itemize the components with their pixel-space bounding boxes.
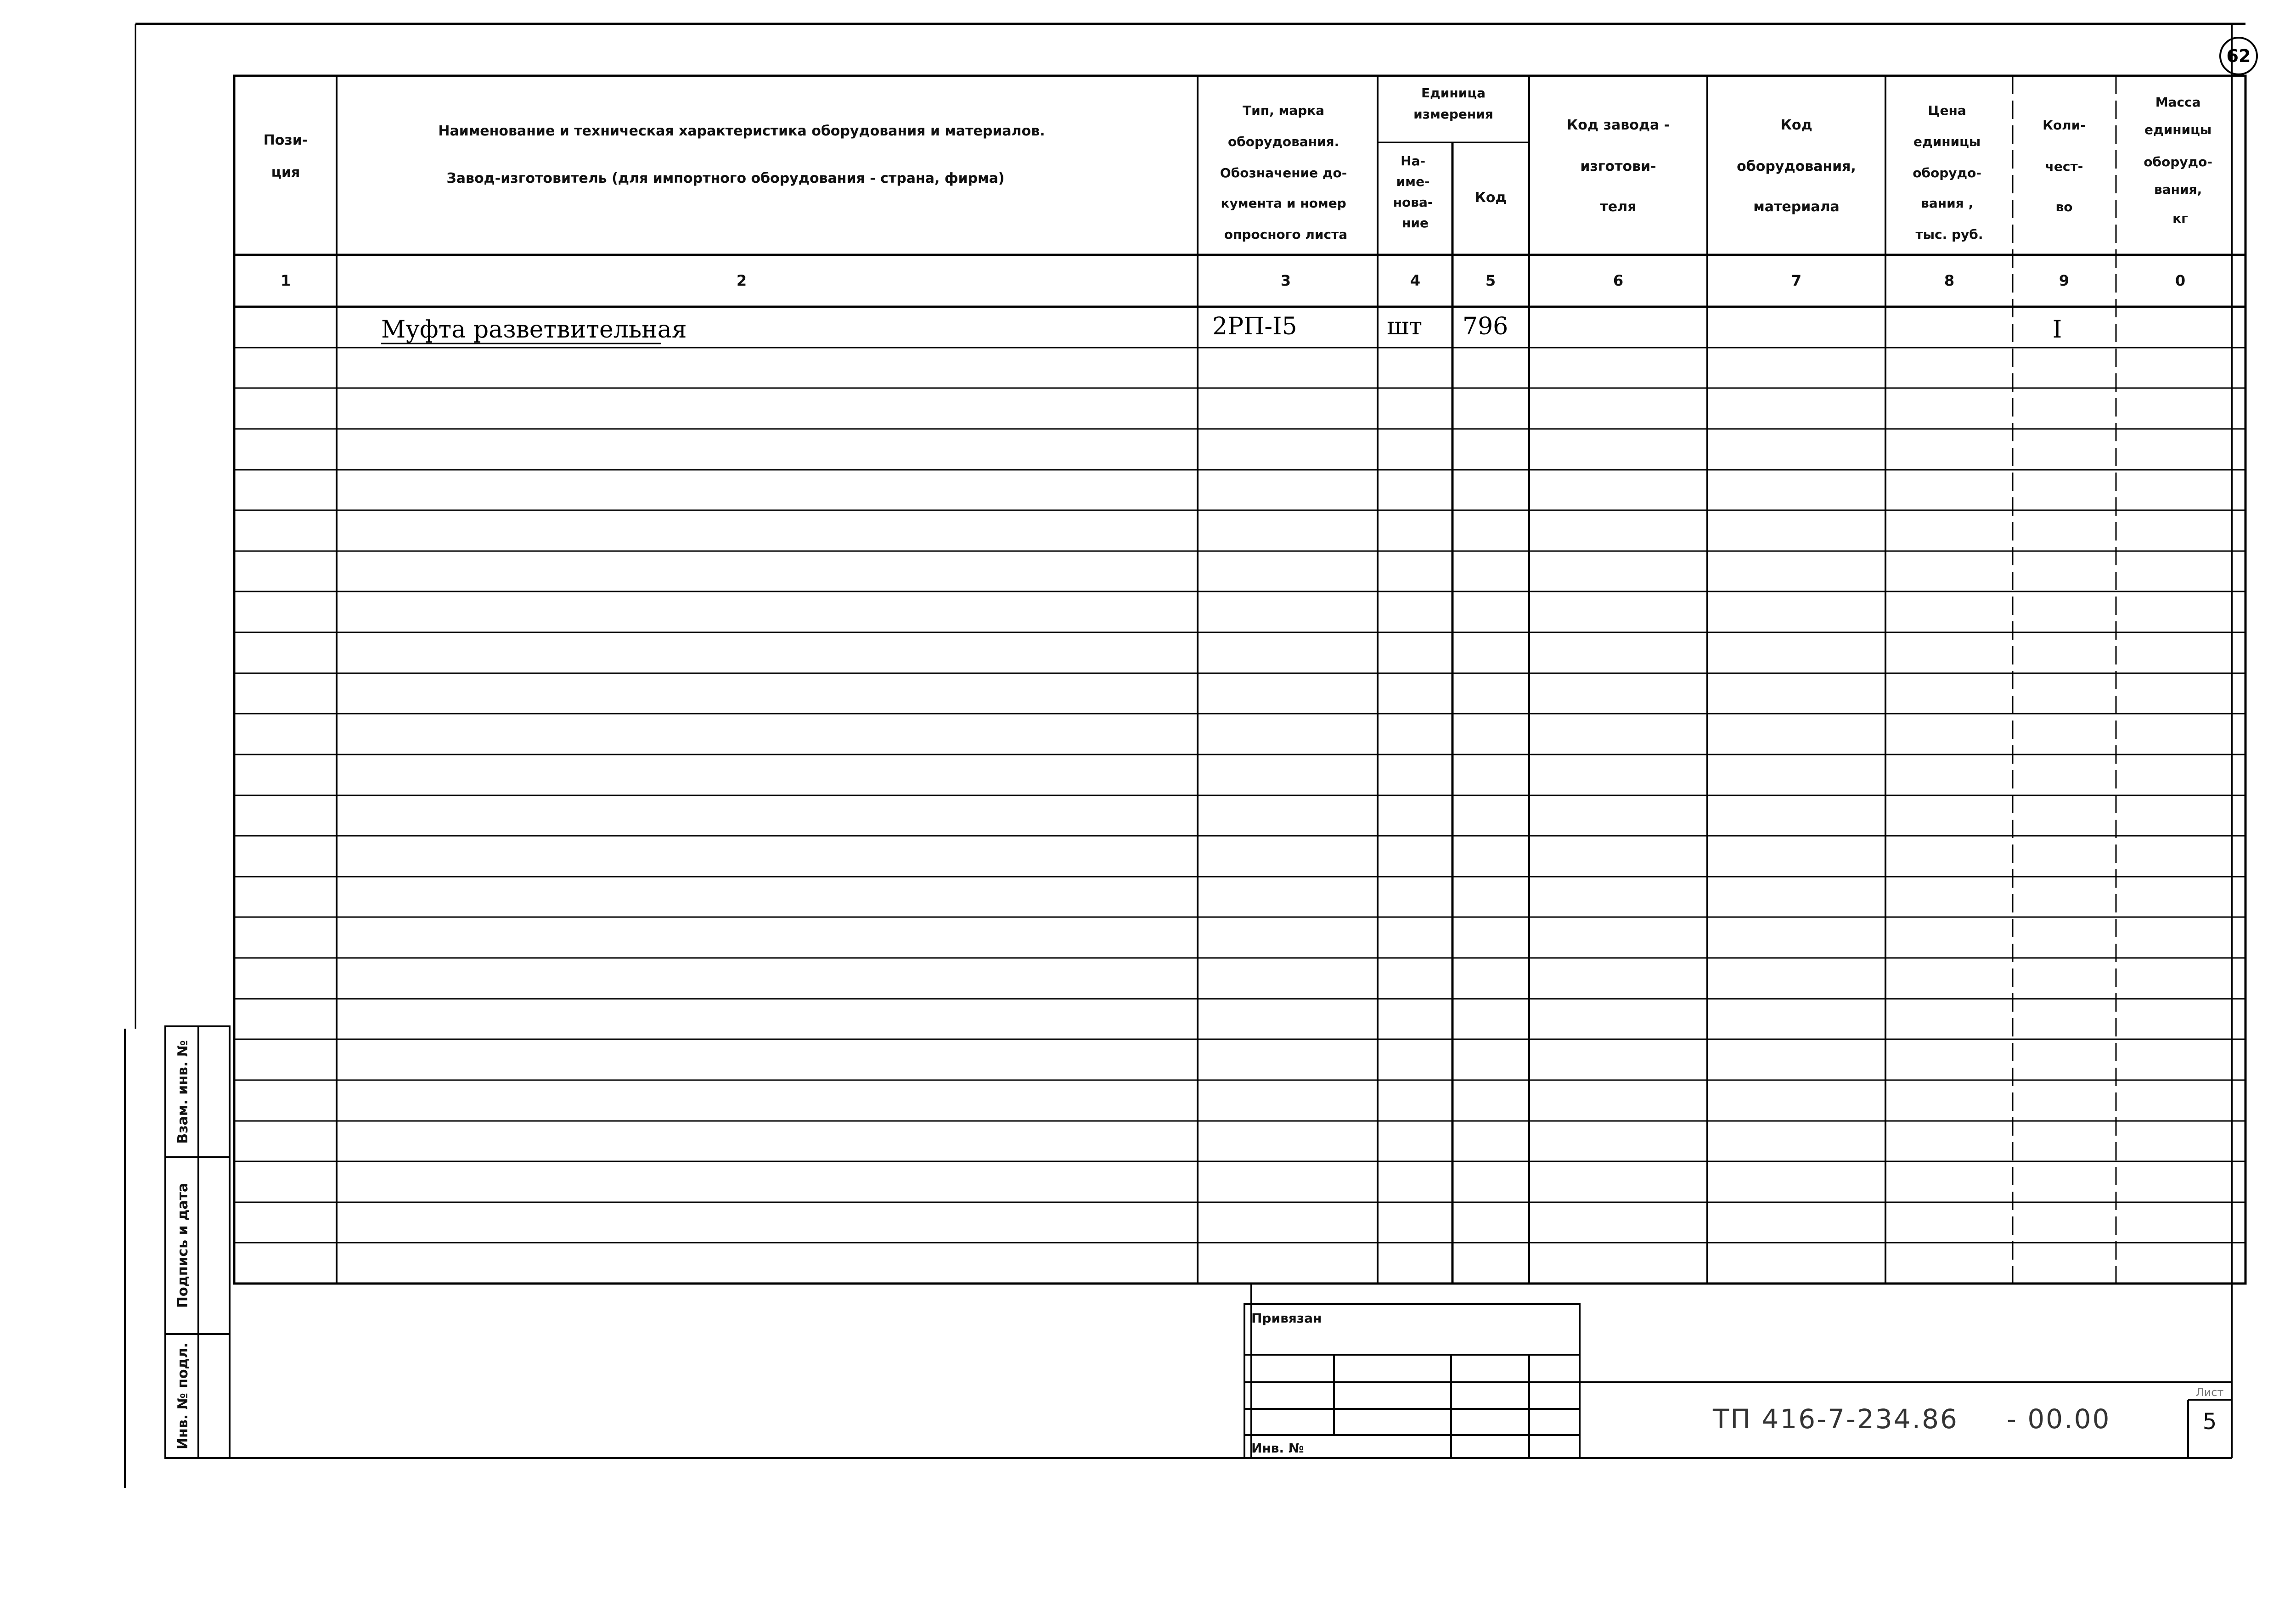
hdr-qty-1: Коли- — [2043, 118, 2086, 133]
hdr-mass-4: вания, — [2154, 182, 2202, 197]
hdr-type-1: Тип, марка — [1243, 103, 1325, 118]
table-header — [264, 85, 2217, 242]
svg-text:Цена единицы обору — [1913, 103, 1986, 242]
sheet-mark: 62 — [2226, 46, 2251, 66]
hdr-mass-3: оборудо- — [2144, 154, 2213, 169]
row-unit-name: шт — [1387, 313, 1423, 340]
svg-text:Кодоборудования,материала — [1737, 117, 1856, 215]
hdr-price-4: вания , — [1921, 196, 1974, 211]
hdr-equip-3: материала — [1753, 199, 1840, 215]
colnum-2: 2 — [736, 272, 747, 289]
row-type: 2РП-I5 — [1212, 313, 1297, 340]
colnum-4: 4 — [1410, 272, 1421, 289]
colnum-6: 6 — [1613, 272, 1624, 289]
hdr-mass-2: единицы — [2144, 122, 2212, 137]
hdr-type-3: Обозначение до- — [1220, 165, 1347, 180]
hdr-pos-2: ция — [271, 164, 300, 180]
document-suffix: - 00.00 — [2007, 1403, 2111, 1435]
hdr-pos-1: Пози- — [263, 132, 308, 148]
hdr-type-4: кумента и номер — [1221, 196, 1346, 211]
row-unit-code: 796 — [1463, 313, 1508, 340]
sheet-label: Лист — [2195, 1386, 2224, 1399]
svg-text:Наименование и техническая хар — [438, 123, 1045, 186]
hdr-equip-2: оборудования, — [1737, 158, 1856, 175]
hdr-maker-2: изготови- — [1580, 158, 1656, 175]
svg-text:На- име- нова- — [1393, 153, 1438, 231]
table-row-lines — [234, 348, 2245, 1243]
hdr-qty-2: чест- — [2045, 159, 2083, 174]
svg-text:Единицаизмерения — [1413, 85, 1493, 122]
hdr-price-2: единицы — [1913, 134, 1981, 149]
hdr-uname-2: име- — [1396, 174, 1430, 189]
hdr-maker-3: теля — [1600, 199, 1637, 215]
side-label-inv: Инв. № подл. — [175, 1342, 191, 1450]
stamp-inv-no: Инв. № — [1251, 1441, 1304, 1456]
hdr-price-5: тыс. руб. — [1915, 227, 1983, 242]
hdr-mass-1: Масса — [2155, 95, 2201, 110]
hdr-maker-1: Код завода - — [1566, 117, 1670, 133]
colnum-5: 5 — [1485, 272, 1496, 289]
column-numbers — [281, 272, 2185, 289]
hdr-qty-3: во — [2055, 199, 2073, 214]
document-code: ТП 416-7-234.86 — [1713, 1403, 1958, 1435]
colnum-10: 0 — [2175, 272, 2186, 289]
hdr-unit-1: Единица — [1421, 85, 1486, 101]
row-name: Муфта разветвительная — [381, 316, 687, 343]
hdr-price-3: оборудо- — [1913, 165, 1982, 180]
hdr-price-1: Цена — [1928, 103, 1966, 118]
hdr-uname-4: ние — [1402, 215, 1429, 231]
side-label-vzam: Взам. инв. № — [175, 1040, 191, 1144]
hdr-name-1: Наименование и техническая характеристика оборудования и материалов. — [438, 123, 1045, 139]
hdr-uname-1: На- — [1401, 153, 1426, 169]
svg-text:Пози-ция — [264, 132, 308, 180]
hdr-uname-3: нова- — [1393, 195, 1433, 210]
hdr-equip-1: Код — [1780, 117, 1812, 133]
svg-text:Тип, марка оборудов — [1220, 103, 1351, 242]
hdr-unit-2: измерения — [1413, 107, 1493, 122]
stamp-privyazan: Привязан — [1251, 1311, 1322, 1326]
table-row — [381, 313, 2062, 343]
colnum-1: 1 — [280, 272, 291, 289]
side-label-podpis: Подпись и дата — [175, 1182, 191, 1308]
colnum-3: 3 — [1280, 272, 1291, 289]
svg-text:Коли-чест-во — [2043, 118, 2086, 214]
hdr-type-2: оборудования. — [1227, 134, 1339, 149]
sheet-number: 5 — [2202, 1409, 2217, 1435]
hdr-mass-5: кг — [2172, 211, 2188, 226]
hdr-ucode: Код — [1474, 190, 1507, 206]
colnum-7: 7 — [1791, 272, 1802, 289]
hdr-name-2: Завод-изготовитель (для импортного оборудования - страна, фирма) — [446, 170, 1005, 186]
spec-table — [234, 76, 2245, 1284]
row-qty: I — [2052, 316, 2062, 343]
hdr-type-5: опросного листа — [1224, 227, 1348, 242]
colnum-9: 9 — [2059, 272, 2070, 289]
colnum-8: 8 — [1944, 272, 1955, 289]
svg-text:Масса единицы обор — [2144, 95, 2217, 226]
svg-text:Код завода -изготови-теля — [1567, 117, 1670, 215]
